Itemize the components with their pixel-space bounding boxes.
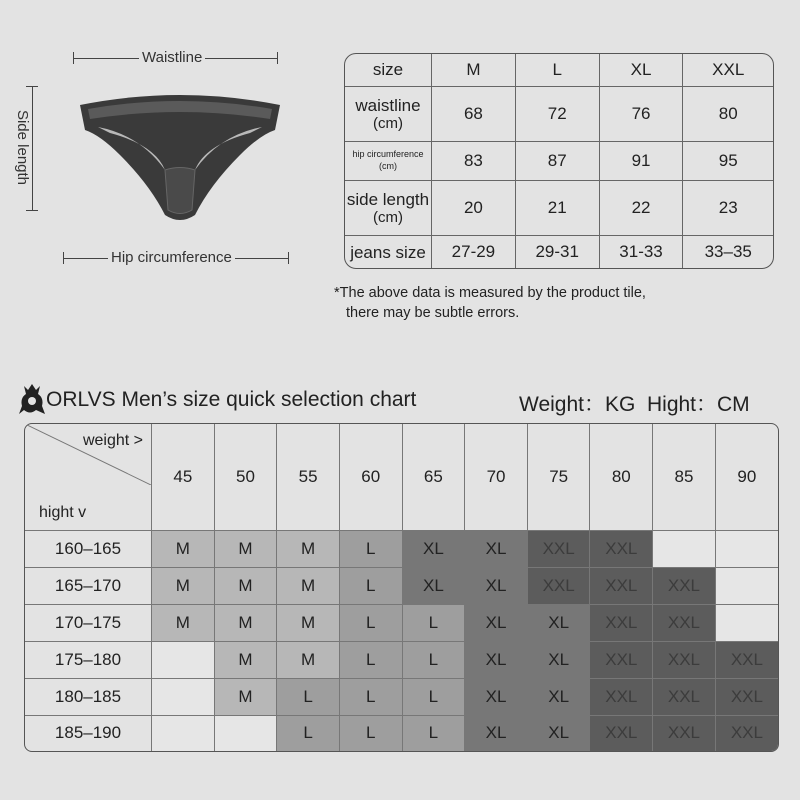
size-recommendation-cell: L — [339, 641, 402, 678]
size-recommendation-cell: XXL — [590, 568, 653, 605]
height-row — [25, 641, 778, 678]
height-label-cell: 165–170 — [25, 568, 152, 605]
size-recommendation-cell — [152, 715, 215, 751]
size-recommendation-cell: XXL — [715, 641, 778, 678]
size-recommendation-cell: XL — [402, 568, 465, 605]
size-header-row — [345, 54, 773, 86]
size-recommendation-cell: XL — [527, 715, 590, 751]
waistline-label: Waistline — [139, 49, 205, 66]
size-recommendation-cell: L — [402, 605, 465, 642]
size-recommendation-cell: XXL — [590, 678, 653, 715]
size-recommendation-cell: XXL — [527, 568, 590, 605]
brand-logo-icon — [18, 382, 46, 416]
height-row — [25, 715, 778, 751]
size-recommendation-cell: M — [152, 605, 215, 642]
weight-header-cell: 75 — [527, 424, 590, 531]
size-recommendation-cell: XXL — [590, 605, 653, 642]
size-recommendation-cell — [715, 605, 778, 642]
note-line-1: *The above data is measured by the product tile, — [334, 285, 646, 301]
size-recommendation-cell: XXL — [653, 678, 716, 715]
size-recommendation-cell — [214, 715, 277, 751]
size-recommendation-cell: M — [277, 641, 340, 678]
size-recommendation-cell: XXL — [715, 715, 778, 751]
size-recommendation-cell — [152, 678, 215, 715]
row-unit: (cm) — [373, 208, 403, 226]
value-cell: 91 — [599, 142, 683, 181]
size-recommendation-cell: XXL — [653, 605, 716, 642]
height-label-cell: 170–175 — [25, 605, 152, 642]
size-recommendation-cell: M — [277, 568, 340, 605]
weight-header-cell: 90 — [715, 424, 778, 531]
size-recommendation-cell: XXL — [590, 531, 653, 568]
value-cell: 72 — [515, 86, 599, 141]
weight-header-cell: 70 — [465, 424, 528, 531]
value-cell: 23 — [683, 180, 773, 235]
height-label-cell: 160–165 — [25, 531, 152, 568]
value-cell: 31-33 — [599, 236, 683, 268]
row-unit: (cm) — [379, 160, 397, 171]
size-recommendation-cell: M — [277, 531, 340, 568]
side-length-tick-bottom — [26, 210, 38, 211]
value-cell: 27-29 — [432, 236, 516, 268]
size-recommendation-cell: M — [152, 568, 215, 605]
size-header-cell: XXL — [683, 54, 773, 86]
size-recommendation-cell: XXL — [653, 715, 716, 751]
side-length-label: Side length — [14, 107, 31, 188]
weight-header-cell: 50 — [214, 424, 277, 531]
quick-chart-units: Weight：KG Hight：CM — [519, 393, 750, 416]
size-recommendation-cell: XL — [465, 641, 528, 678]
product-diagram — [0, 0, 330, 290]
size-recommendation-cell — [653, 531, 716, 568]
size-recommendation-cell: M — [214, 568, 277, 605]
height-label-cell: 185–190 — [25, 715, 152, 751]
size-recommendation-cell: XL — [465, 715, 528, 751]
weight-axis-label: weight > — [82, 432, 143, 449]
weight-header-cell: 65 — [402, 424, 465, 531]
size-recommendation-cell: L — [339, 605, 402, 642]
height-label-cell: 175–180 — [25, 641, 152, 678]
value-cell: 22 — [599, 180, 683, 235]
value-cell: 83 — [432, 142, 516, 181]
size-recommendation-cell: XL — [465, 678, 528, 715]
size-header-cell: size — [345, 54, 432, 86]
size-recommendation-cell: M — [214, 531, 277, 568]
size-row-jeans — [345, 236, 773, 268]
hip-circumference-label: Hip circumference — [108, 249, 235, 266]
note-line-2: there may be subtle errors. — [346, 305, 520, 321]
row-unit: (cm) — [373, 115, 403, 133]
size-recommendation-cell: L — [339, 531, 402, 568]
size-recommendation-cell: L — [402, 715, 465, 751]
value-cell: 76 — [599, 86, 683, 141]
value-cell: 68 — [432, 86, 516, 141]
size-recommendation-cell: L — [402, 678, 465, 715]
row-label — [345, 180, 432, 235]
row-label — [345, 86, 432, 141]
size-recommendation-cell: XXL — [653, 568, 716, 605]
size-recommendation-cell — [715, 531, 778, 568]
row-label-text: hip circumference — [352, 149, 424, 160]
row-label-text: waistline — [355, 96, 421, 116]
size-recommendation-cell — [152, 641, 215, 678]
weight-header-cell: 60 — [339, 424, 402, 531]
size-recommendation-cell: XL — [465, 531, 528, 568]
size-header-cell: XL — [599, 54, 683, 86]
height-row — [25, 568, 778, 605]
weight-header-cell: 80 — [590, 424, 653, 531]
size-recommendation-cell: XXL — [653, 641, 716, 678]
size-header-cell: M — [432, 54, 516, 86]
quick-selection-chart — [24, 423, 779, 752]
value-cell: 80 — [683, 86, 773, 141]
size-recommendation-cell: M — [214, 678, 277, 715]
size-table — [344, 53, 774, 269]
weight-header-cell: 55 — [277, 424, 340, 531]
weight-header-row — [25, 424, 778, 531]
corner-cell — [25, 424, 152, 531]
size-recommendation-cell: XXL — [527, 531, 590, 568]
size-recommendation-cell: XL — [527, 678, 590, 715]
height-row — [25, 678, 778, 715]
weight-header-cell: 85 — [653, 424, 716, 531]
size-recommendation-cell: XL — [465, 605, 528, 642]
size-row-waistline — [345, 86, 773, 141]
quick-chart-title: ORLVS Men’s size quick selection chart — [46, 388, 417, 411]
value-cell: 87 — [515, 142, 599, 181]
size-recommendation-cell: XL — [527, 641, 590, 678]
size-recommendation-cell: M — [152, 531, 215, 568]
size-recommendation-cell: XL — [465, 568, 528, 605]
value-cell: 33–35 — [683, 236, 773, 268]
height-row — [25, 531, 778, 568]
height-axis-label: hight v — [39, 504, 87, 522]
size-recommendation-cell: XXL — [715, 678, 778, 715]
height-row — [25, 605, 778, 642]
height-label-cell: 180–185 — [25, 678, 152, 715]
size-row-hip — [345, 142, 773, 181]
row-label: jeans size — [345, 236, 432, 268]
size-recommendation-cell: M — [214, 641, 277, 678]
side-length-line — [32, 86, 33, 210]
value-cell: 95 — [683, 142, 773, 181]
size-recommendation-cell: L — [402, 641, 465, 678]
size-recommendation-cell: L — [339, 715, 402, 751]
weight-header-cell: 45 — [152, 424, 215, 531]
briefs-illustration — [70, 75, 290, 235]
size-recommendation-cell: M — [277, 605, 340, 642]
size-recommendation-cell: L — [339, 568, 402, 605]
value-cell: 21 — [515, 180, 599, 235]
row-label-text: side length — [346, 189, 430, 209]
size-recommendation-cell — [715, 568, 778, 605]
value-cell: 29-31 — [515, 236, 599, 268]
size-recommendation-cell: L — [277, 715, 340, 751]
value-cell: 20 — [432, 180, 516, 235]
size-row-side-length — [345, 180, 773, 235]
size-recommendation-cell: XL — [402, 531, 465, 568]
size-recommendation-cell: M — [214, 605, 277, 642]
size-recommendation-cell: L — [277, 678, 340, 715]
size-recommendation-cell: XXL — [590, 715, 653, 751]
size-recommendation-cell: XXL — [590, 641, 653, 678]
size-recommendation-cell: XL — [527, 605, 590, 642]
measurement-note — [334, 283, 646, 323]
size-header-cell: L — [515, 54, 599, 86]
row-label — [345, 142, 432, 181]
size-recommendation-cell: L — [339, 678, 402, 715]
